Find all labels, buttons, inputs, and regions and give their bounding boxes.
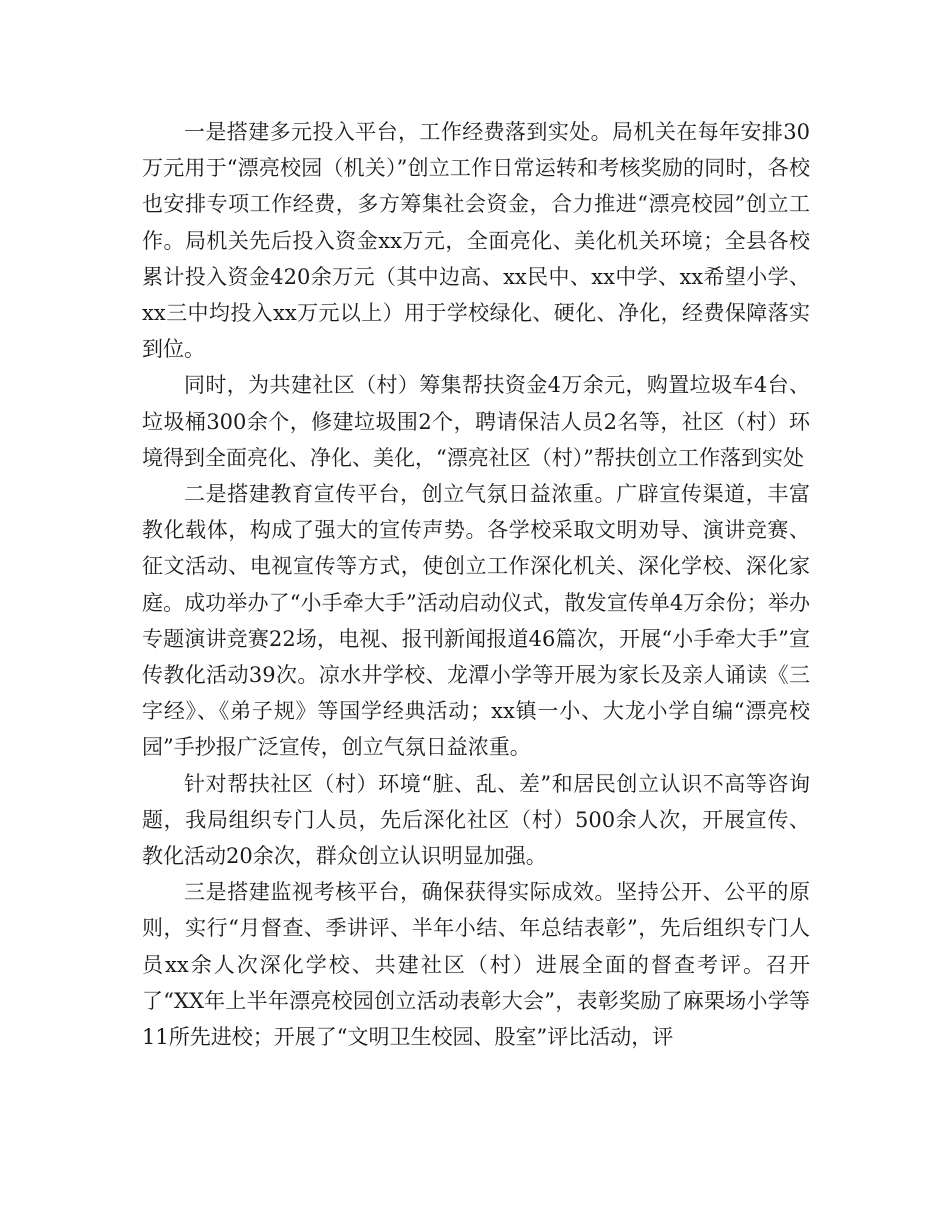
document-body <box>142 114 810 1055</box>
paragraph-community-education: 针对帮扶社区（村）环境“脏、乱、差”和居民创立认识不高等咨询题，我局组织专门人员，先后深化社区（村）500余人次，开展宣传、教化活动20余次，群众创立认识明显加强。 <box>142 771 810 869</box>
paragraph-community-support: 同时，为共建社区（村）筹集帮扶资金4万余元，购置垃圾车4台、垃圾桶300余个，修建垃圾围2个，聘请保洁人员2名等，社区（村）环境得到全面亮化、净化、美化，“漂亮社区（村）”帮扶创立工作落到实处 <box>142 373 810 470</box>
paragraph-supervision: 三是搭建监视考核平台，确保获得实际成效。坚持公开、公平的原则，实行“月督查、季讲评、半年小结、年总结表彰”，先后组织专门人员xx余人次深化学校、共建社区（村）进展全面的督查考评。召开了“XX年上半年漂亮校园创立活动表彰大会”，表彰奖励了麻栗场小学等11所先进校；开展了“文明卫生校园、股室”评比活动，评 <box>142 880 810 1050</box>
paragraph-funding: 一是搭建多元投入平台，工作经费落到实处。局机关在每年安排30万元用于“漂亮校园（机关）”创立工作日常运转和考核奖励的同时，各校也安排专项工作经费，多方筹集社会资金，合力推进“漂亮校园”创立工作。局机关先后投入资金xx万元，全面亮化、美化机关环境；全县各校累计投入资金420余万元（其中边高、xx民中、xx中学、xx希望小学、xx三中均投入xx万元以上）用于学校绿化、硬化、净化，经费保障落实到位。 <box>142 120 810 362</box>
paragraph-publicity: 二是搭建教育宣传平台，创立气氛日益浓重。广辟宣传渠道，丰富教化载体，构成了强大的宣传声势。各学校采取文明劝导、演讲竞赛、征文活动、电视宣传等方式，使创立工作深化机关、深化学校、深化家庭。成功举办了“小手牵大手”活动启动仪式，散发宣传单4万余份；举办专题演讲竞赛22场，电视、报刊新闻报道46篇次，开展“小手牵大手”宣传教化活动39次。凉水井学校、龙潭小学等开展为家长及亲人诵读《三字经》、《弟子规》等国学经典活动；xx镇一小、大龙小学自编“漂亮校园”手抄报广泛宣传，创立气氛日益浓重。 <box>142 482 810 760</box>
